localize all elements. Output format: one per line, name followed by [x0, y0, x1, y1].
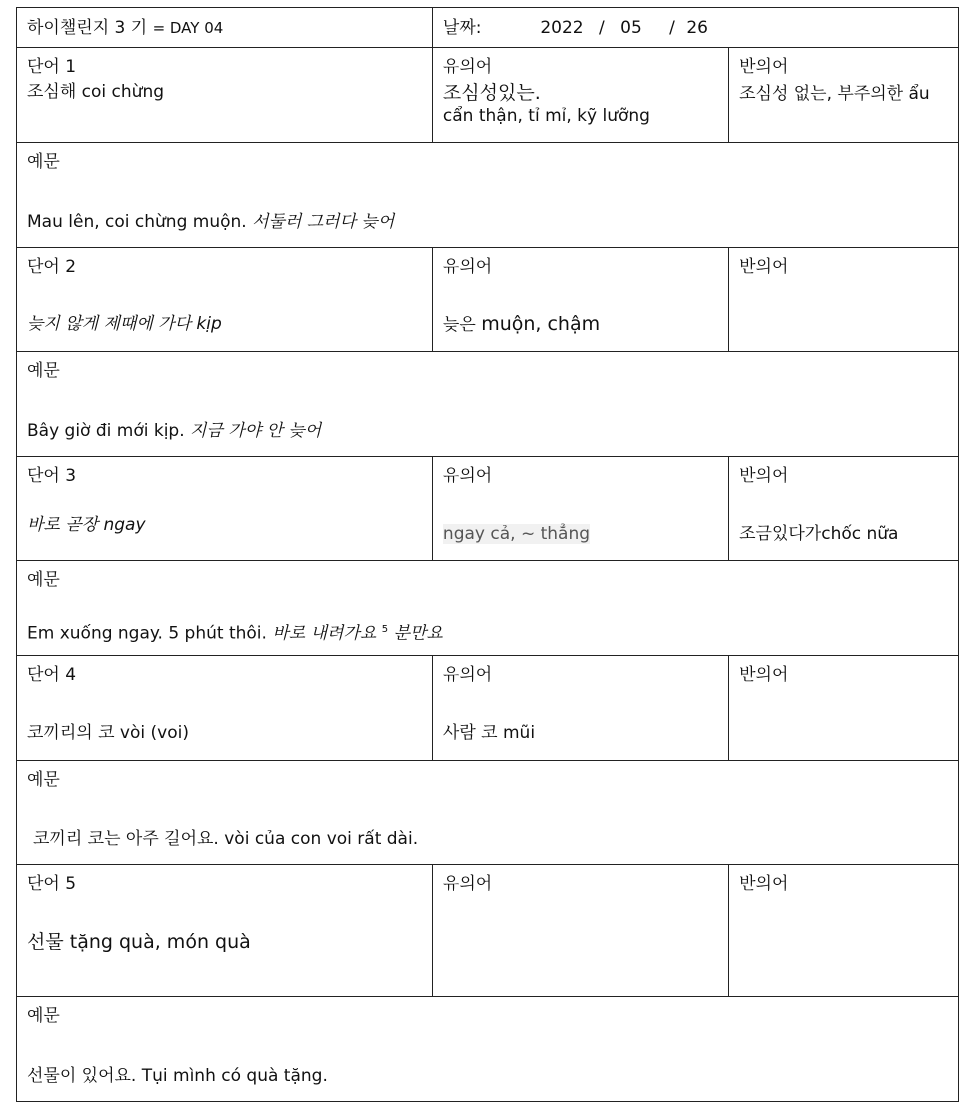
- example-label: 예문: [27, 570, 60, 590]
- word-label: 단어 2: [27, 257, 77, 277]
- example-ko: 지금 가야 안 늦어: [190, 421, 322, 441]
- word-row: [17, 248, 959, 352]
- antonym-label: 반의어: [739, 466, 789, 486]
- word-cell: [17, 48, 433, 143]
- synonym-label: 유의어: [442, 665, 493, 685]
- example-ko: 서둘러 그러다 늦어: [252, 212, 395, 232]
- example-vi: Em xuống ngay. 5 phút thôi.: [27, 623, 267, 644]
- word-text: 조심해 coi chừng: [27, 82, 165, 102]
- word-label: 단어 1: [27, 57, 77, 77]
- word-cell: [17, 248, 433, 352]
- vocabulary-table: [16, 7, 959, 1102]
- example-cell: [17, 143, 959, 248]
- example-label: 예문: [27, 1006, 60, 1026]
- word-label: 단어 4: [27, 665, 77, 685]
- example-label: 예문: [27, 361, 60, 381]
- synonym-vi: muộn, chậm: [481, 313, 601, 335]
- date-day: 26: [686, 17, 708, 38]
- word-text: 바로 곧장 ngay: [27, 515, 146, 535]
- example-text: [27, 828, 948, 850]
- antonym-text: 조심성 없는, 부주의한 ẩu: [739, 84, 930, 104]
- example-cell: [17, 997, 959, 1102]
- synonym-ko: 늦은: [442, 315, 476, 335]
- example-text: [27, 619, 948, 645]
- word-cell: [17, 457, 433, 561]
- date-cell: [432, 8, 958, 48]
- example-ko: 코끼리 코는 아주 길어요.: [33, 829, 219, 849]
- antonym-vi: chốc nữa: [821, 524, 899, 544]
- synonym-cell: [432, 248, 728, 352]
- synonym-text: 사람 코 mũi: [442, 723, 536, 743]
- antonym-ko: 조금있다가: [739, 524, 822, 544]
- synonym-text: cẩn thận, tỉ mỉ, kỹ lưỡng: [442, 106, 650, 126]
- example-cell: [17, 561, 959, 656]
- word-text: 늦지 않게 제때에 가다 kịp: [27, 314, 222, 334]
- antonym-cell: [729, 457, 959, 561]
- synonym-text: 조심성있는.: [442, 82, 541, 104]
- word-label: 단어 5: [27, 874, 77, 894]
- synonym-label: 유의어: [442, 257, 493, 277]
- word-cell: [17, 656, 433, 761]
- title-cell: [17, 8, 433, 48]
- example-label: 예문: [27, 770, 60, 790]
- antonym-label: 반의어: [739, 257, 789, 277]
- example-vi: vòi của con voi rất dài.: [224, 829, 419, 849]
- example-vi: Bây giờ đi mới kịp.: [27, 421, 185, 441]
- example-cell: [17, 352, 959, 457]
- example-ko: 분만요: [393, 623, 443, 644]
- word-label: 단어 3: [27, 466, 77, 486]
- example-row: [17, 561, 959, 656]
- synonym-text: ngay cả, ~ thẳng: [442, 524, 591, 544]
- example-label: 예문: [27, 152, 60, 172]
- word-row: [17, 48, 959, 143]
- antonym-label: 반의어: [739, 57, 789, 77]
- antonym-cell: [729, 248, 959, 352]
- example-row: [17, 143, 959, 248]
- synonym-cell: [432, 457, 728, 561]
- synonym-label: 유의어: [442, 466, 493, 486]
- date-separator: /: [669, 17, 675, 38]
- example-vi: Mau lên, coi chừng muộn.: [27, 212, 247, 232]
- word-cell: [17, 865, 433, 997]
- day-label: = DAY 04: [152, 18, 224, 37]
- word-row: [17, 457, 959, 561]
- date-year: 2022: [540, 17, 584, 38]
- synonym-cell: [432, 865, 728, 997]
- antonym-cell: [729, 865, 959, 997]
- word-text: 코끼리의 코 vòi (voi): [27, 723, 189, 743]
- example-ko: 바로 내려가요: [272, 623, 377, 644]
- example-cell: [17, 761, 959, 865]
- example-number: 5: [381, 624, 389, 635]
- sheet-title: 하이챌린지 3 기: [27, 17, 148, 38]
- synonym-cell: [432, 656, 728, 761]
- example-text: [27, 420, 948, 442]
- antonym-label: 반의어: [739, 665, 789, 685]
- header-row: [17, 8, 959, 48]
- date-separator: /: [598, 17, 605, 38]
- vocabulary-sheet: [16, 7, 959, 1102]
- antonym-label: 반의어: [739, 874, 789, 894]
- date-label: 날짜:: [442, 17, 482, 38]
- example-text: [27, 211, 948, 233]
- synonym-label: 유의어: [442, 874, 493, 894]
- example-row: [17, 761, 959, 865]
- example-text: 선물이 있어요. Tụi mình có quà tặng.: [27, 1066, 328, 1086]
- example-row: [17, 997, 959, 1102]
- word-text: 선물 tặng quà, món quà: [27, 931, 251, 953]
- synonym-text: [443, 313, 718, 336]
- antonym-cell: [729, 656, 959, 761]
- antonym-text: [739, 523, 948, 545]
- synonym-cell: [432, 48, 728, 143]
- word-row: [17, 656, 959, 761]
- antonym-cell: [729, 48, 959, 143]
- date-month: 05: [620, 17, 642, 38]
- example-row: [17, 352, 959, 457]
- word-row: [17, 865, 959, 997]
- synonym-label: 유의어: [442, 57, 493, 77]
